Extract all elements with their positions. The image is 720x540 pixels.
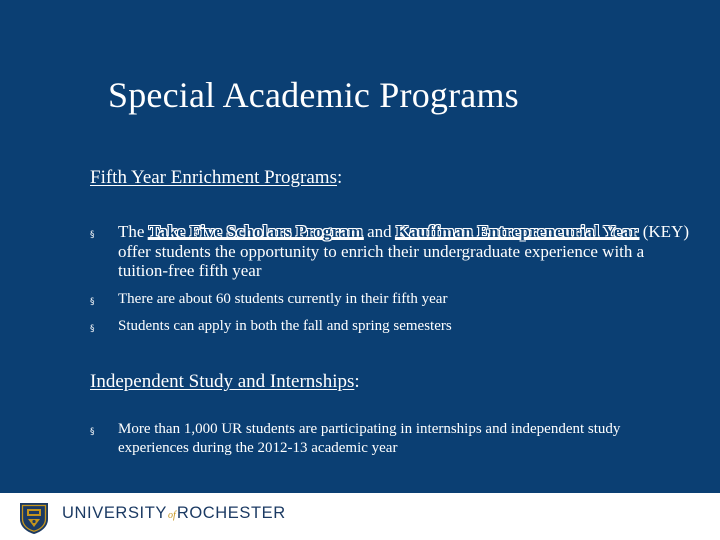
wordmark-rochester: ROCHESTER xyxy=(176,504,286,522)
bullet-text: There are about 60 students currently in their fifth year xyxy=(118,291,448,307)
bullet-marker: § xyxy=(90,427,95,437)
bullet-item xyxy=(90,290,690,309)
slide-title: Special Academic Programs xyxy=(108,75,519,115)
university-wordmark[interactable] xyxy=(62,504,286,523)
wordmark-university: UNIVERSITY xyxy=(62,504,168,522)
bullet-marker: § xyxy=(90,230,95,240)
bullet-text-middle: and xyxy=(362,222,396,241)
bullet-text xyxy=(118,222,690,281)
bullet-text: Students can apply in both the fall and spring semesters xyxy=(118,318,452,334)
wordmark-of: of xyxy=(168,510,176,521)
bullet-item xyxy=(90,317,690,336)
section-heading-colon: : xyxy=(336,167,343,188)
section-heading-text: Fifth Year Enrichment Programs xyxy=(90,167,337,188)
bullet-text-suffix: (KEY) offer students the opportunity to enrich their undergraduate experience with a tuition-free fifth year xyxy=(118,222,689,280)
section-heading-independent-study xyxy=(90,371,360,393)
bullet-text-prefix: The xyxy=(118,222,149,241)
kauffman-entrepreneurial-year-link[interactable]: Kauffman Entrepreneurial Year xyxy=(395,222,639,241)
bullet-item xyxy=(90,222,690,281)
university-seal-icon xyxy=(16,499,52,535)
bullet-item xyxy=(90,420,690,458)
section-heading-colon: : xyxy=(354,371,360,392)
take-five-scholars-link[interactable]: Take Five Scholars Program xyxy=(148,222,363,241)
bullet-marker: § xyxy=(90,297,95,307)
section-heading-fifth-year xyxy=(90,167,342,189)
bullet-marker: § xyxy=(90,324,95,334)
section-heading-text: Independent Study and Internships xyxy=(90,371,355,392)
bullet-text: More than 1,000 UR students are participating in internships and independent study experiences during the 2012-13 academic year xyxy=(118,421,621,456)
footer-bar xyxy=(0,493,720,540)
